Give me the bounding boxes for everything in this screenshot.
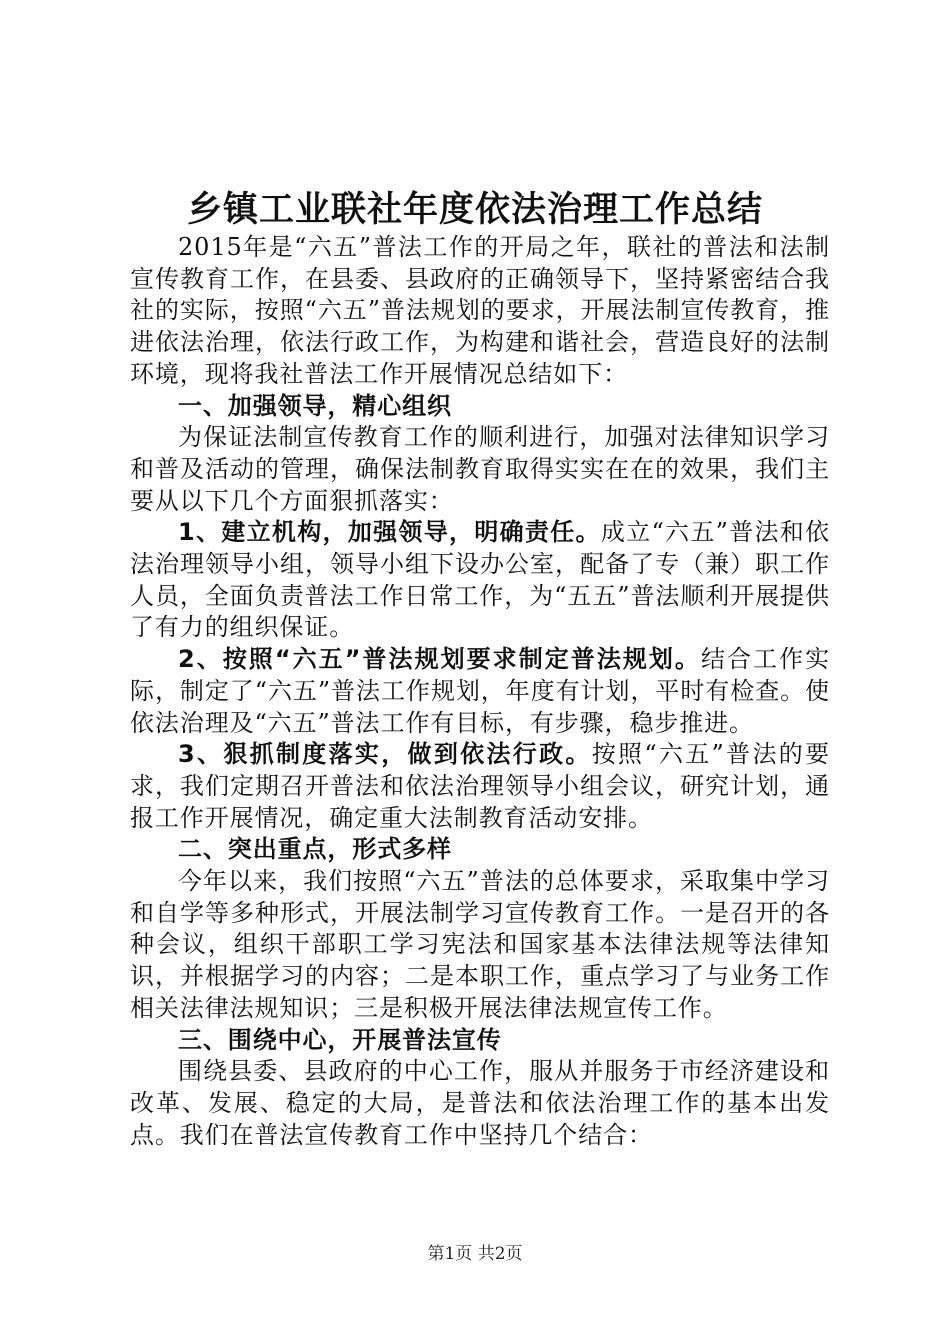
section-2-paragraph: 今年以来，我们按照“六五”普法的总体要求，采取集中学习和自学等多种形式，开展法制学习宣传教育工作。一是召开的各种会议，组织干部职工学习宪法和国家基本法律法规等法律知识，并根据学习的内容；二是本职工作，重点学习了与业务工作相关法律法规知识；三是积极开展法律法规宣传工作。 <box>130 867 830 1022</box>
section-1-paragraph: 为保证法制宣传教育工作的顺利进行，加强对法律知识学习和普及活动的管理，确保法制教育取得实实在在的效果，我们主要从以下几个方面狠抓落实： <box>130 423 830 515</box>
document-title: 乡镇工业联社年度依法治理工作总结 <box>186 190 763 230</box>
section-3-heading: 三、围绕中心，开展普法宣传 <box>178 1025 502 1054</box>
item-3-lead: 3、狠抓制度落实，做到依法行政。 <box>178 740 592 769</box>
section-1-heading: 一、加强领导，精心组织 <box>178 391 452 420</box>
item-1-text: 成立“六五”普法和依法治理领导小组，领导小组下设办公室，配备了专（兼）职工作人员，全面负责普法工作日常工作，为“五五”普法顺利开展提供了有力的组织保证。 <box>130 518 831 642</box>
section-1-item-3 <box>130 739 830 834</box>
page-number-footer: 第1页 共2页 <box>427 1244 523 1264</box>
item-3-text: 按照“六五”普法的要求，我们定期召开普法和依法治理领导小组会议，研究计划，通报工作开展情况，确定重大法制教育活动安排。 <box>130 740 830 832</box>
section-1-item-2 <box>130 644 830 739</box>
item-2-text: 结合工作实际，制定了“六五”普法工作规划，年度有计划，平时有检查。使依法治理及“六五”普法工作有目标，有步骤，稳步推进。 <box>130 645 831 737</box>
section-1-item-1 <box>130 517 830 644</box>
section-3-paragraph: 围绕县委、县政府的中心工作，服从并服务于市经济建设和改革、发展、稳定的大局，是普法和依法治理工作的基本出发点。我们在普法宣传教育工作中坚持几个结合： <box>130 1057 830 1149</box>
item-2-lead: 2、按照“六五”普法规划要求制定普法规划。 <box>178 645 701 674</box>
intro-paragraph: 2015年是“六五”普法工作的开局之年，联社的普法和法制宣传教育工作，在县委、县政府的正确领导下，坚持紧密结合我社的实际，按照“六五”普法规划的要求，开展法制宣传教育，推进依法治理，依法行政工作，为构建和谐社会，营造良好的法制环境，现将我社普法工作开展情况总结如下： <box>130 233 830 388</box>
section-2-heading: 二、突出重点，形式多样 <box>178 835 452 864</box>
item-1-lead: 1、建立机构，加强领导，明确责任。 <box>178 518 601 547</box>
document-body <box>130 232 830 1151</box>
